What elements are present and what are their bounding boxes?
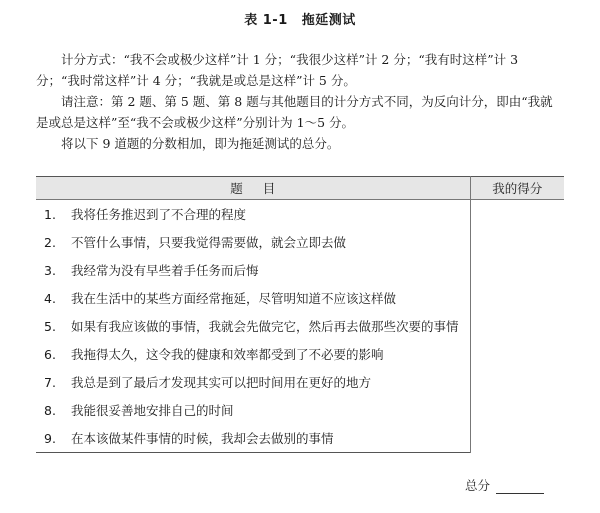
score-column[interactable] [470,200,564,453]
header-score: 我的得分 [470,177,564,200]
scoring-method-paragraph: 计分方式：“我不会或极少这样”计 1 分；“我很少这样”计 2 分；“我有时这样”计 3 分；“我时常这样”计 4 分；“我就是或总是这样”计 5 分。 [36,52,519,88]
item-number: 8. [44,403,56,418]
reverse-scoring-note: 请注意：第 2 题、第 5 题、第 8 题与其他题目的计分方式不同，为反向计分，即由“我就是或总是这样”至“我不会或极少这样”分别计为 1～5 分。 [36,94,553,130]
item-number: 1. [44,207,56,222]
table-row [36,200,564,229]
header-item: 题目 [230,181,296,196]
item-number: 9. [44,431,56,446]
total-instruction: 将以下 9 道题的分数相加，即为拖延测试的总分。 [61,136,340,151]
table-title [0,9,600,28]
total-score [465,476,544,494]
item-text: 不管什么事情，只要我觉得需要做，就会立即去做 [71,235,347,250]
item-number: 2. [44,235,56,250]
item-number: 7. [44,375,56,390]
item-text: 如果有我应该做的事情，我就会先做完它，然后再去做那些次要的事情 [71,319,459,334]
item-text: 我总是到了最后才发现其实可以把时间用在更好的地方 [71,375,372,390]
procrastination-test-table [36,176,564,453]
total-label: 总分 [464,478,490,493]
item-text: 我将任务推迟到了不合理的程度 [71,207,247,222]
item-text: 我经常为没有早些着手任务而后悔 [71,263,259,278]
item-number: 4. [44,291,56,306]
table-title-text: 拖延测试 [301,13,356,28]
table-header-row [36,177,564,200]
total-score-blank[interactable] [496,479,544,494]
item-number: 6. [44,347,56,362]
item-number: 5. [44,319,56,334]
table-number: 表 1-1 [244,13,288,28]
instructions [36,49,564,154]
item-text: 我拖得太久，这令我的健康和效率都受到了不必要的影响 [71,347,384,362]
item-text: 我能很妥善地安排自己的时间 [71,403,234,418]
item-text: 我在生活中的某些方面经常拖延，尽管明知道不应该这样做 [71,291,397,306]
item-text: 在本该做某件事情的时候，我却会去做别的事情 [71,431,334,446]
item-number: 3. [44,263,56,278]
